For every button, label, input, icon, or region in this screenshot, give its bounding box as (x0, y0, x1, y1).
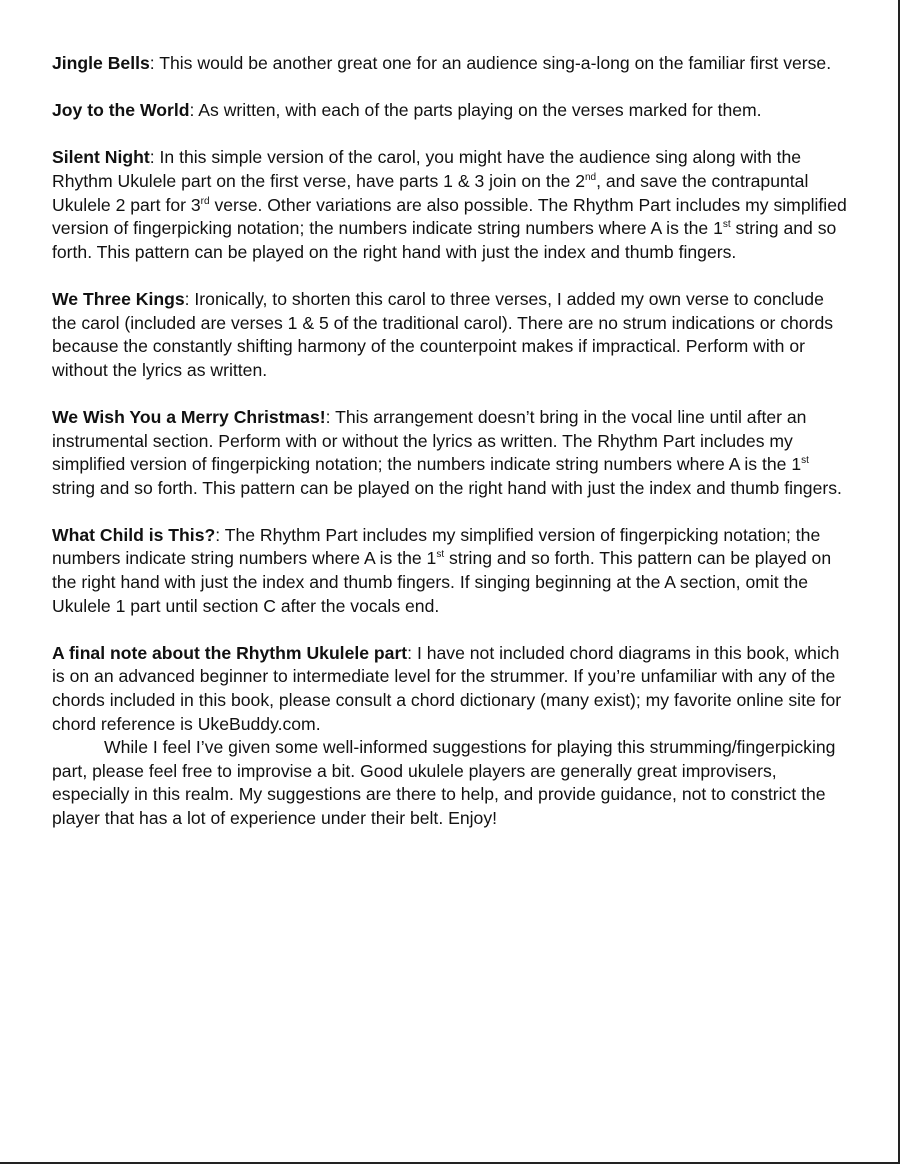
body-what-child-1: : The Rhythm Part includes my simplified version of fingerpicking notation; the numbers indicate string numbers where A is the 1 (52, 524, 821, 569)
paragraph-what-child (52, 524, 852, 618)
superscript-rd: rd (200, 195, 210, 207)
paragraph-silent-night (52, 146, 852, 264)
document-page (52, 52, 852, 854)
body-jingle-bells: : This would be another great one for an audience sing-a-long on the familiar first verse. (149, 53, 832, 73)
body-merry-christmas-2: string and so forth. This pattern can be played on the right hand with just the index and thumb fingers. (52, 477, 842, 498)
heading-joy-to-the-world: Joy to the World (52, 100, 190, 121)
superscript-st: st (801, 455, 809, 467)
paragraph-we-three-kings (52, 288, 852, 382)
heading-jingle-bells: Jingle Bells (52, 53, 150, 73)
body-we-three-kings: : Ironically, to shorten this carol to three verses, I added my own verse to conclude the carol (included are verses 1 & 5 of the traditional carol). There are no strum indications or chords because the constantly shifting harmony of the counterpoint makes if impractical. Perform with or without the lyrics as written. (52, 288, 834, 380)
paragraph-merry-christmas (52, 406, 852, 500)
body-silent-night-2: , and save the contrapuntal Ukulele 2 part for 3 (52, 170, 809, 215)
heading-silent-night: Silent Night (52, 147, 150, 168)
superscript-nd: nd (584, 172, 597, 184)
heading-what-child: What Child is This? (52, 524, 216, 545)
heading-merry-christmas: We Wish You a Merry Christmas! (52, 406, 326, 427)
superscript-st: st (722, 219, 731, 231)
body-silent-night-1: : In this simple version of the carol, you might have the audience sing along with the Rhythm Ukulele part on the first verse, have parts 1 & 3 join on the 2 (52, 147, 802, 191)
paragraph-joy-to-the-world (52, 99, 852, 123)
body-final-note-1: : I have not included chord diagrams in this book, which is on an advanced beginner to intermediate level for the strummer. If you’re unfamiliar with any of the chords included in this book, please consult a chord dictionary (many exist); my favorite online site for chord reference is UkeBuddy.com. (52, 642, 842, 734)
body-final-note-2: While I feel I’ve given some well-informed suggestions for playing this strumming/fingerpicking part, please feel free to improvise a bit. Good ukulele players are generally great improvisers, especially in this realm. My suggestions are there to help, and provide guidance, not to constrict the player that has a lot of experience under their belt. Enjoy! (52, 737, 836, 828)
superscript-st: st (436, 549, 445, 561)
body-silent-night-3: verse. Other variations are also possible. The Rhythm Part includes my simplified version of fingerpicking notation; the numbers indicate string numbers where A is the 1 (52, 194, 847, 239)
paragraph-jingle-bells (52, 52, 852, 76)
body-silent-night-4: string and so forth. This pattern can be played on the right hand with just the index and thumb fingers. (52, 218, 837, 262)
body-merry-christmas-1: : This arrangement doesn’t bring in the vocal line until after an instrumental section. Perform with or without the lyrics as written. The Rhythm Part includes my simplified version of fingerpicking notation; the numbers indicate string numbers where A is the 1 (52, 406, 807, 475)
paragraph-final-note (52, 642, 852, 831)
body-what-child-2: string and so forth. This pattern can be played on the right hand with just the index and thumb fingers. If singing beginning at the A section, omit the Ukulele 1 part until section C after the vocals end. (52, 548, 832, 616)
heading-final-note: A final note about the Rhythm Ukulele part (52, 642, 408, 663)
body-joy-to-the-world: : As written, with each of the parts playing on the verses marked for them. (189, 100, 762, 121)
heading-we-three-kings: We Three Kings (52, 288, 185, 309)
